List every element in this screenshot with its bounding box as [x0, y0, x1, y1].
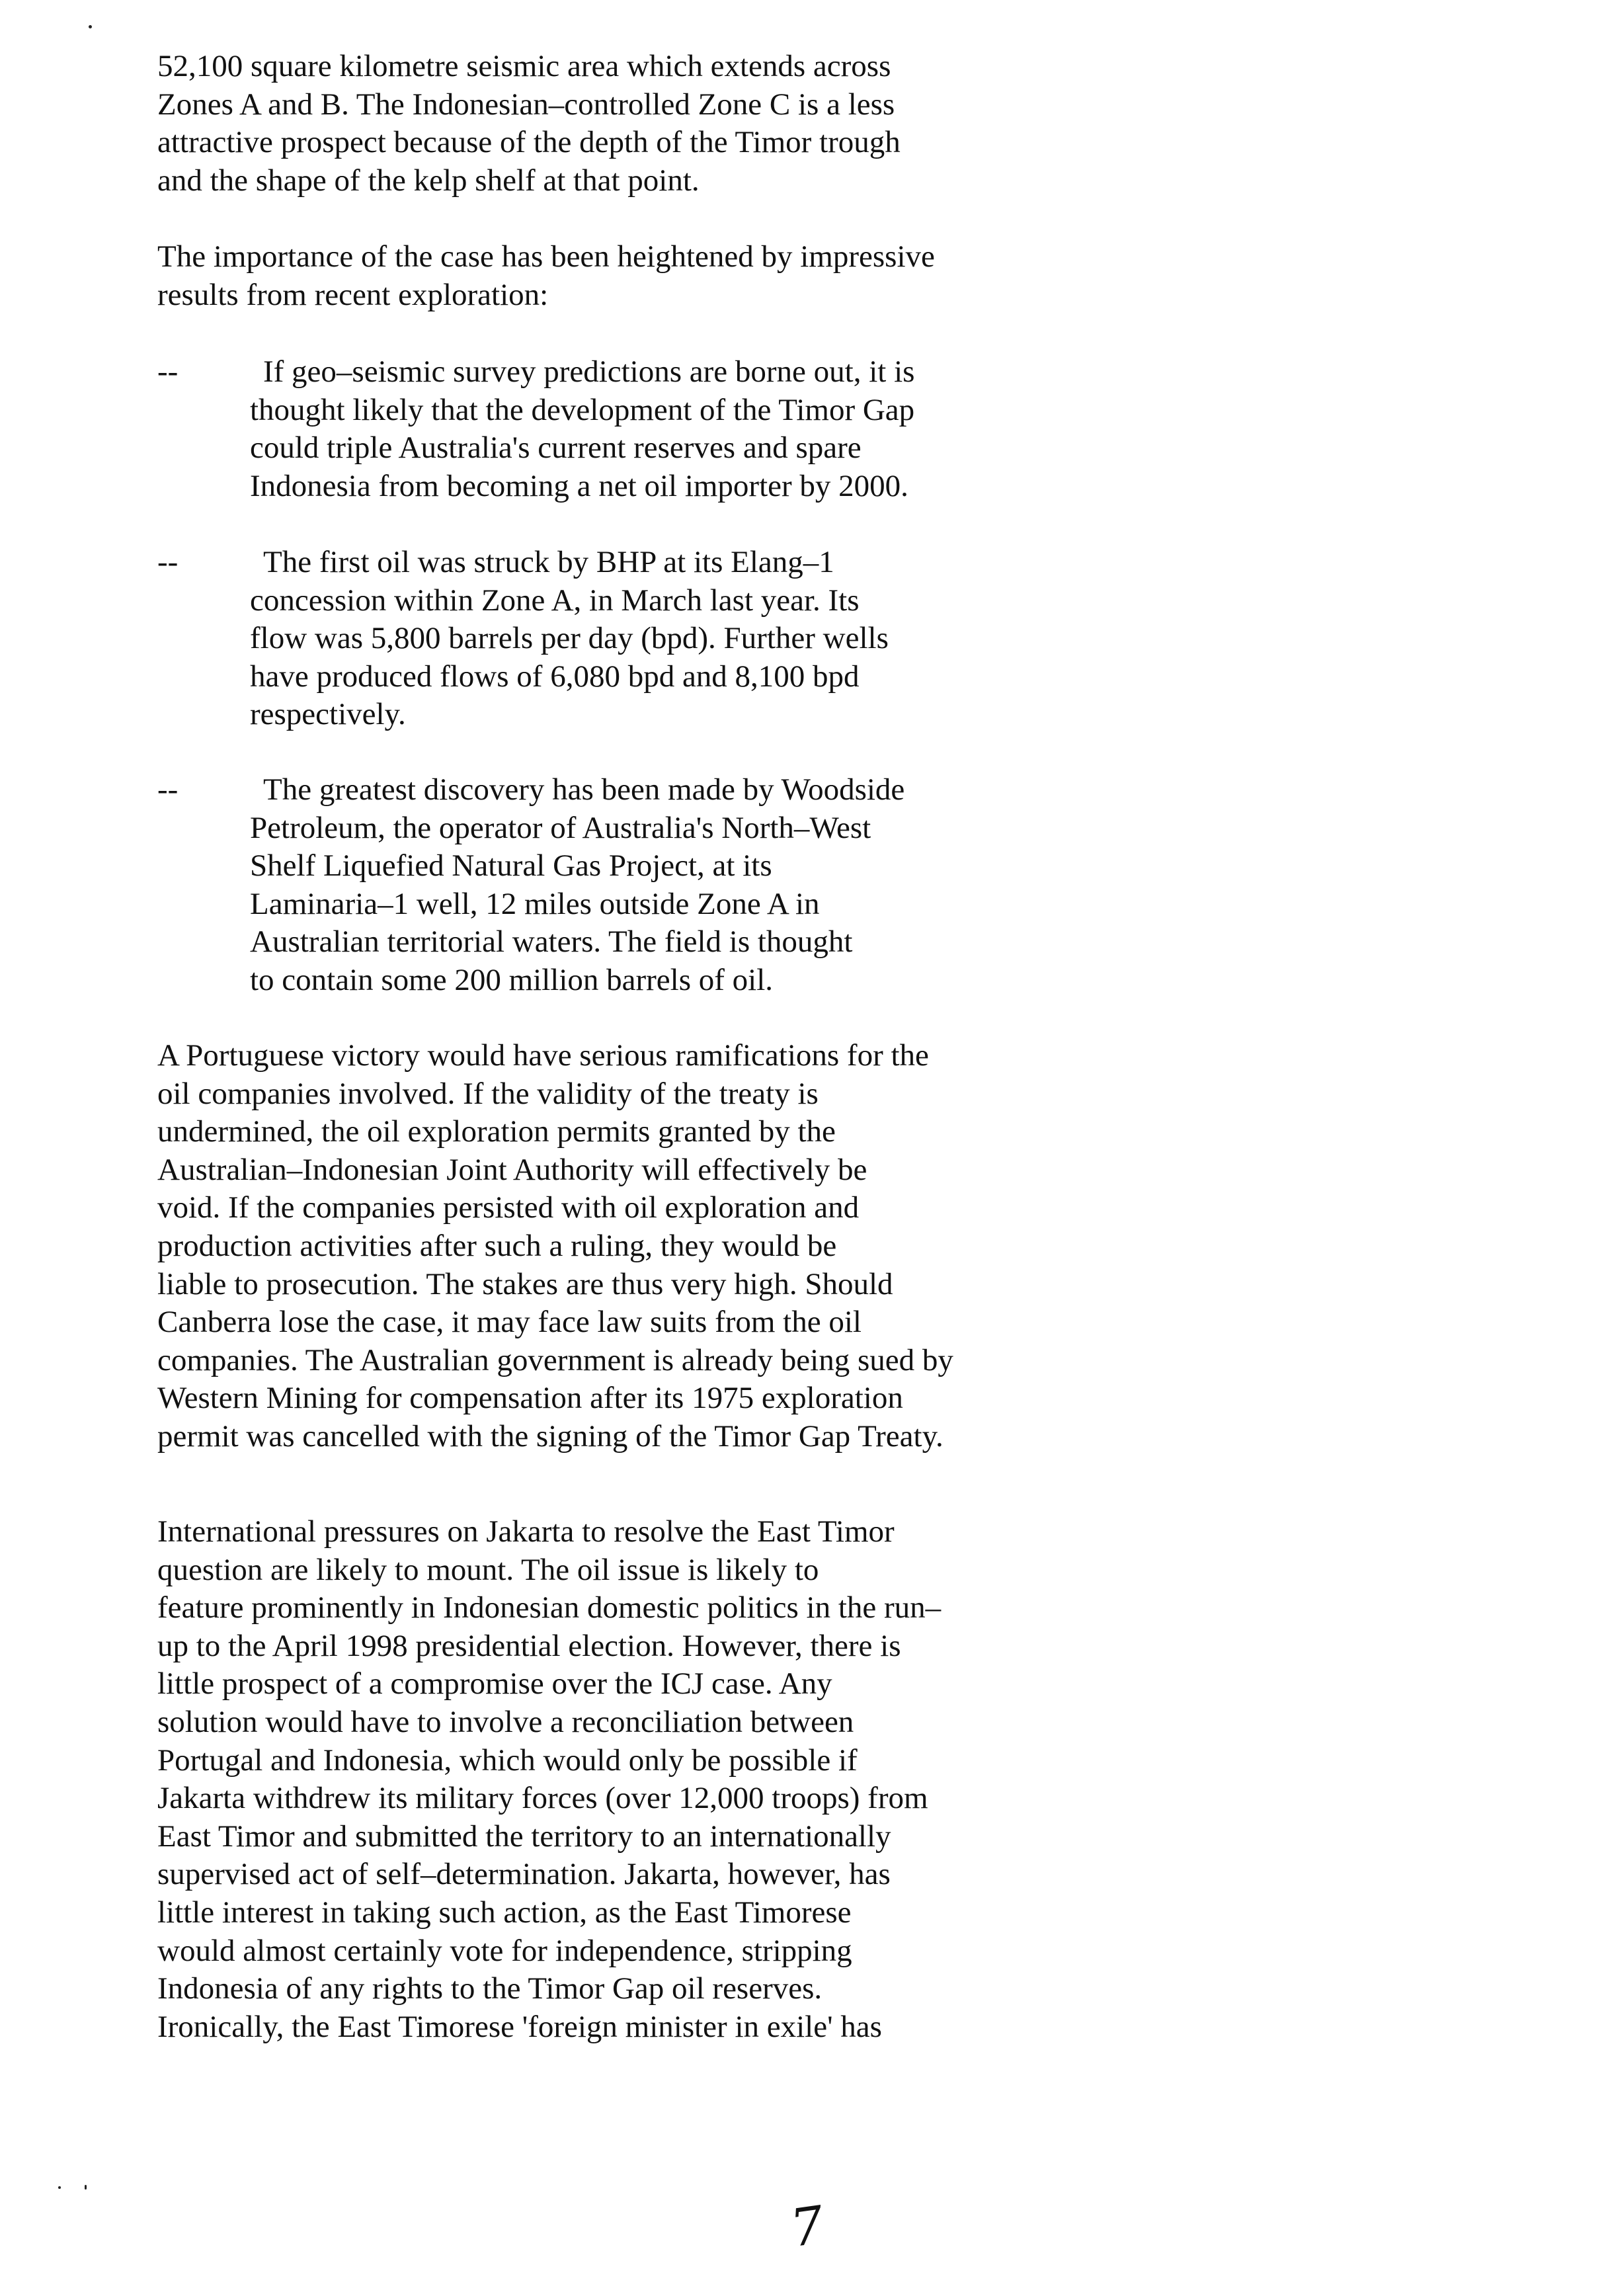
- text-line: oil companies involved. If the validity of the treaty is: [157, 1076, 819, 1111]
- text-line: question are likely to mount. The oil issue is likely to: [157, 1552, 819, 1587]
- bullet-dash: --: [157, 545, 179, 579]
- text-line: results from recent exploration:: [157, 277, 549, 312]
- paragraph: [157, 1513, 1070, 2046]
- text-line: void. If the companies persisted with oil exploration and: [157, 1190, 860, 1225]
- text-line: up to the April 1998 presidential election. However, there is: [157, 1628, 901, 1663]
- text-line: undermined, the oil exploration permits granted by the: [157, 1114, 836, 1149]
- text-line: Indonesia from becoming a net oil importer by 2000.: [250, 468, 908, 503]
- text-line: to contain some 200 million barrels of oil.: [250, 962, 774, 997]
- text-line: and the shape of the kelp shelf at that point.: [157, 163, 700, 198]
- text-line: Laminaria–1 well, 12 miles outside Zone A in: [250, 886, 820, 921]
- text-line: The first oil was struck by BHP at its Elang–1: [263, 545, 834, 579]
- text-line: feature prominently in Indonesian domestic politics in the run–: [157, 1590, 942, 1625]
- text-line: would almost certainly vote for independence, stripping: [157, 1933, 852, 1968]
- text-line: Canberra lose the case, it may face law suits from the oil: [157, 1305, 862, 1340]
- paragraph: [157, 1037, 1070, 1456]
- text-line: Jakarta withdrew its military forces (over 12,000 troops) from: [157, 1781, 928, 1816]
- paragraph: [157, 238, 1070, 314]
- text-line: respectively.: [250, 697, 406, 732]
- scan-speck: [58, 2186, 61, 2189]
- bullet-dash: --: [157, 354, 179, 389]
- bullet-text: [250, 544, 1010, 734]
- text-line: production activities after such a ruling, they would be: [157, 1228, 837, 1263]
- text-line: Western Mining for compensation after its 1975 exploration: [157, 1381, 903, 1416]
- paragraph: [157, 48, 1070, 200]
- bullet-text: [250, 353, 1010, 505]
- text-line: liable to prosecution. The stakes are thus very high. Should: [157, 1266, 893, 1301]
- text-line: Zones A and B. The Indonesian–controlled Zone C is a less: [157, 87, 895, 122]
- text-line: have produced flows of 6,080 bpd and 8,100 bpd: [250, 659, 860, 694]
- text-line: The importance of the case has been heightened by impressive: [157, 239, 935, 274]
- text-line: Australian territorial waters. The field is thought: [250, 924, 853, 960]
- text-line: Petroleum, the operator of Australia's North–West: [250, 810, 871, 845]
- text-line: could triple Australia's current reserves and spare: [250, 430, 862, 466]
- text-line: If geo–seismic survey predictions are borne out, it is: [263, 354, 915, 389]
- scan-speck: [89, 25, 92, 28]
- text-line: permit was cancelled with the signing of the Timor Gap Treaty.: [157, 1418, 944, 1454]
- text-line: supervised act of self–determination. Jakarta, however, has: [157, 1857, 891, 1892]
- text-line: attractive prospect because of the depth of the Timor trough: [157, 125, 901, 160]
- text-line: concession within Zone A, in March last year. Its: [250, 583, 860, 618]
- bullet-dash: --: [157, 772, 179, 807]
- page-number: 7: [786, 2195, 828, 2260]
- bullet-text: [250, 771, 1010, 1000]
- text-line: thought likely that the development of the Timor Gap: [250, 392, 915, 427]
- text-line: Indonesia of any rights to the Timor Gap oil reserves.: [157, 1971, 823, 2006]
- text-line: A Portuguese victory would have serious ramifications for the: [157, 1038, 929, 1073]
- text-line: solution would have to involve a reconciliation between: [157, 1704, 854, 1739]
- text-line: East Timor and submitted the territory to an internationally: [157, 1819, 891, 1854]
- text-line: 52,100 square kilometre seismic area which extends across: [157, 49, 891, 83]
- text-line: companies. The Australian government is already being sued by: [157, 1342, 953, 1377]
- text-line: Portugal and Indonesia, which would only be possible if: [157, 1742, 858, 1778]
- text-line: flow was 5,800 barrels per day (bpd). Further wells: [250, 621, 889, 656]
- text-line: Shelf Liquefied Natural Gas Project, at its: [250, 848, 772, 883]
- text-line: The greatest discovery has been made by Woodside: [263, 772, 905, 807]
- text-line: little prospect of a compromise over the ICJ case. Any: [157, 1666, 832, 1702]
- text-line: little interest in taking such action, as the East Timorese: [157, 1895, 852, 1930]
- scan-speck: [85, 2185, 87, 2190]
- text-line: Ironically, the East Timorese 'foreign minister in exile' has: [157, 2009, 882, 2044]
- text-line: International pressures on Jakarta to resolve the East Timor: [157, 1514, 895, 1549]
- text-line: Australian–Indonesian Joint Authority will effectively be: [157, 1152, 867, 1187]
